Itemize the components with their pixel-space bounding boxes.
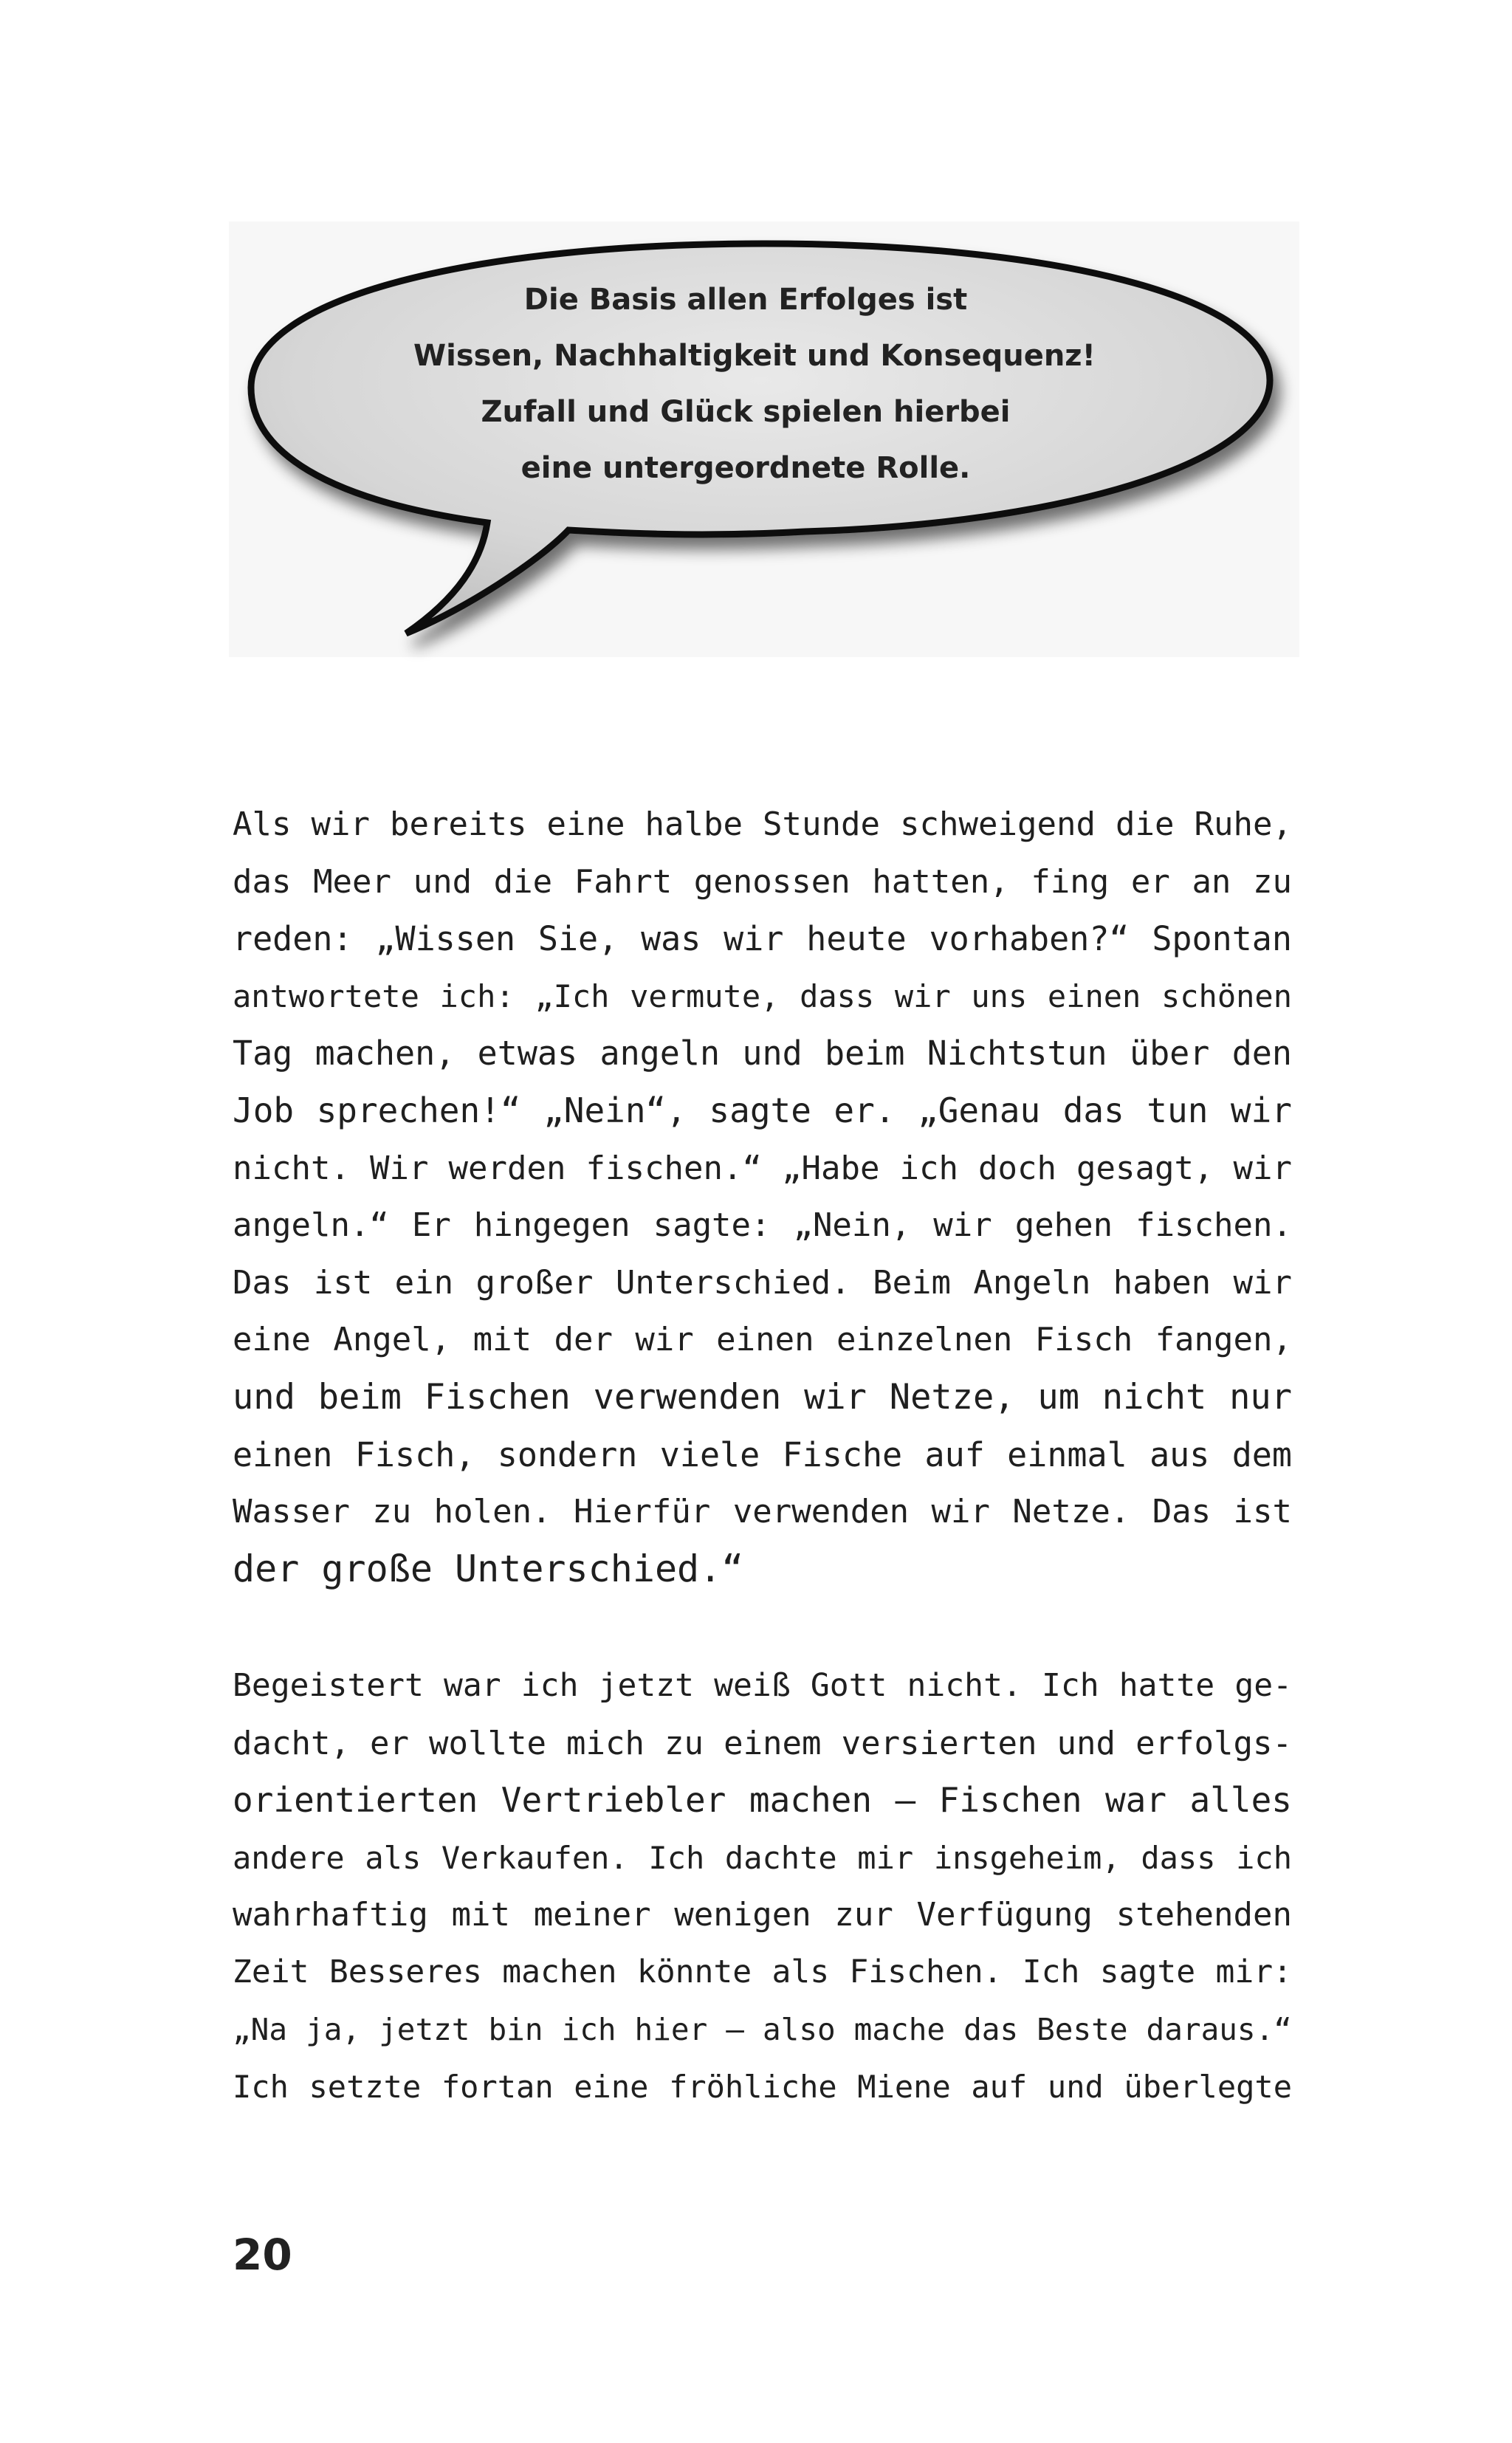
text-line: und beim Fischen verwenden wir Netze, um nicht nur xyxy=(233,1376,1292,1418)
text-line: der große Unterschied.“ xyxy=(233,1547,744,1590)
bubble-line: Wissen, Nachhaltigkeit und Konsequenz! xyxy=(413,339,1096,373)
body-paragraph-1 xyxy=(233,796,1292,1598)
bubble-line: eine untergeordnete Rolle. xyxy=(520,451,971,485)
text-line: „Na ja, jetzt bin ich hier – also mache das Beste daraus.“ xyxy=(233,2011,1292,2047)
text-line: antwortete ich: „Ich vermute, dass wir uns einen schönen xyxy=(233,977,1292,1014)
text-line: eine Angel, mit der wir einen einzelnen Fisch fangen, xyxy=(233,1321,1292,1359)
text-line: orientierten Vertriebler machen – Fischen war alles xyxy=(233,1780,1292,1821)
bubble-quote xyxy=(413,272,1096,496)
text-line: angeln.“ Er hingegen sagte: „Nein, wir gehen fischen. xyxy=(233,1206,1292,1245)
text-line: das Meer und die Fahrt genossen hatten, fing er an zu xyxy=(233,862,1292,901)
text-line: wahrhaftig mit meiner wenigen zur Verfügung stehenden xyxy=(233,1896,1292,1934)
text-line: dacht, er wollte mich zu einem versierten und erfolgs- xyxy=(233,1724,1292,1762)
text-line: Zeit Besseres machen könnte als Fischen. Ich sagte mir: xyxy=(233,1953,1292,1990)
text-line: Job sprechen!“ „Nein“, sagte er. „Genau das tun wir xyxy=(233,1090,1292,1130)
text-line: andere als Verkaufen. Ich dachte mir insgeheim, dass ich xyxy=(233,1839,1292,1876)
text-line: nicht. Wir werden fischen.“ „Habe ich doch gesagt, wir xyxy=(233,1149,1292,1187)
text-line: Tag machen, etwas angeln und beim Nichtstun über den xyxy=(233,1034,1292,1073)
speech-bubble xyxy=(221,214,1307,664)
text-line: Ich setzte fortan eine fröhliche Miene auf und überlegte xyxy=(233,2069,1292,2106)
body-paragraph-2 xyxy=(233,1657,1292,2116)
text-line: Begeistert war ich jetzt weiß Gott nicht. Ich hatte ge- xyxy=(233,1667,1292,1704)
bubble-line: Die Basis allen Erfolges ist xyxy=(523,283,968,317)
bubble-line: Zufall und Glück spielen hierbei xyxy=(481,395,1011,429)
text-line: Das ist ein großer Unterschied. Beim Angeln haben wir xyxy=(233,1263,1292,1302)
text-line: reden: „Wissen Sie, was wir heute vorhaben?“ Spontan xyxy=(233,919,1292,959)
page-number: 20 xyxy=(233,2230,292,2280)
text-line: Als wir bereits eine halbe Stunde schweigend die Ruhe, xyxy=(233,805,1292,843)
text-line: Wasser zu holen. Hierfür verwenden wir Netze. Das ist xyxy=(233,1493,1292,1531)
text-line: einen Fisch, sondern viele Fische auf einmal aus dem xyxy=(233,1434,1292,1474)
